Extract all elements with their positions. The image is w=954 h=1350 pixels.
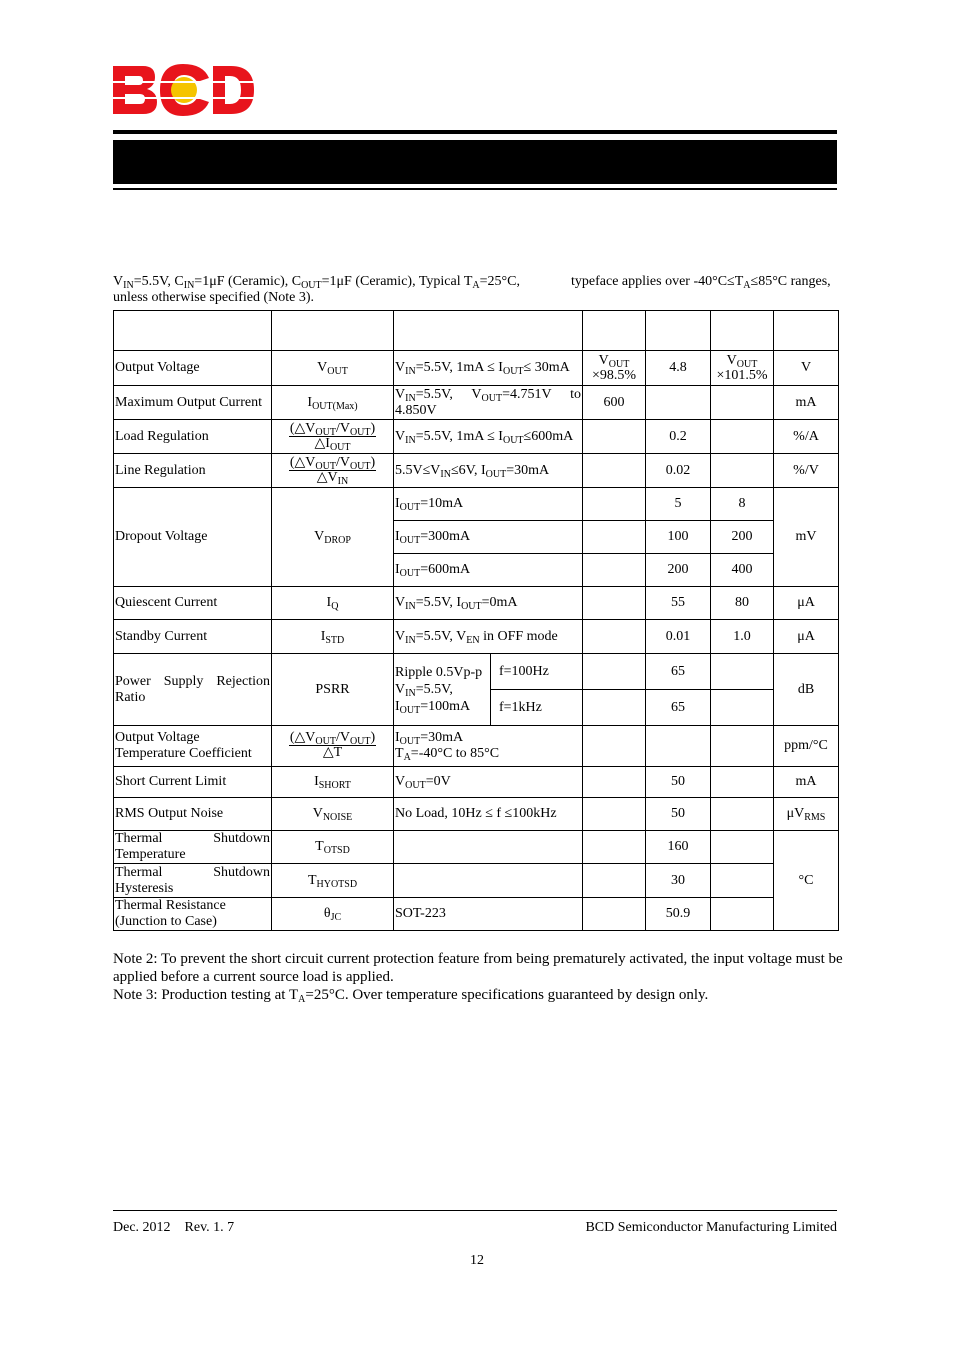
table-cell: 65	[646, 654, 711, 690]
table-cell: $5.5V\le V_{IN}\le 6V$, $I_{OUT}=30mA$	[394, 454, 583, 488]
table-cell: 5	[646, 488, 711, 521]
table-cell: $I_{STD}$	[272, 620, 394, 654]
table-cell: 600	[583, 386, 646, 420]
table-cell: $I_{OUT}=30mA$ $T_A=-40^\circ C$ to 85°C	[394, 726, 583, 767]
table-cell	[711, 864, 774, 898]
table-cell	[583, 767, 646, 798]
table-cell: μA	[774, 587, 839, 620]
table-header-row	[114, 311, 839, 351]
table-cell	[583, 898, 646, 931]
table-cell	[583, 311, 646, 351]
table-cell: 55	[646, 587, 711, 620]
table-cell	[711, 311, 774, 351]
table-cell	[774, 311, 839, 351]
table-cell: $V_{DROP}$	[272, 488, 394, 587]
table-cell	[711, 386, 774, 420]
table-cell	[646, 311, 711, 351]
table-cell: $V_{IN}=5.5V$, $V_{EN}$ in OFF mode	[394, 620, 583, 654]
table-cell	[583, 587, 646, 620]
table-cell: Short Current Limit	[114, 767, 272, 798]
header-rule-bottom	[113, 188, 837, 190]
table-cell	[711, 420, 774, 454]
table-cell: 0.2	[646, 420, 711, 454]
table-cell	[711, 798, 774, 831]
table-cell	[711, 690, 774, 726]
table-cell	[394, 864, 583, 898]
table-cell: $I_{OUT(Max)}$	[272, 386, 394, 420]
table-cell: Dropout Voltage	[114, 488, 272, 587]
table-cell: Power Supply Rejection Ratio	[114, 654, 272, 726]
table-cell: °C	[774, 831, 839, 931]
table-cell: Thermal Resistance (Junction to Case)	[114, 898, 272, 931]
footer-rule	[113, 1210, 837, 1211]
table-cell: 50.9	[646, 898, 711, 931]
table-cell: $V_{IN}=5.5V$, $V_{OUT}=4.751V$ to 4.850V	[395, 386, 581, 418]
table-cell: $V_{OUT}$ ×101.5%	[711, 351, 774, 386]
table-cell: $\frac{(\triangle V_{OUT}/V_{OUT})}{\triangle T}$	[272, 726, 394, 767]
table-cell: No Load, 10Hz ≤ f ≤100kHz	[394, 798, 583, 831]
table-row	[114, 454, 839, 488]
table-cell: 50	[646, 798, 711, 831]
table-cell: %/A	[774, 420, 839, 454]
table-cell: mA	[774, 767, 839, 798]
table-row	[114, 587, 839, 620]
table-cell	[583, 831, 646, 864]
table-cell	[583, 521, 646, 554]
footer-company: BCD Semiconductor Manufacturing Limited	[585, 1220, 837, 1235]
table-cell: RMS Output Noise	[114, 798, 272, 831]
bcd-logo	[113, 64, 255, 116]
table-cell: mA	[774, 386, 839, 420]
note-2: Note 2: To prevent the short circuit current protection feature from being prematurely activated, the input voltage must be applied before a current source load is applied.	[113, 951, 843, 985]
table-cell: Output Voltage Temperature Coefficient	[114, 726, 272, 767]
table-cell: $V_{IN}=5.5V$, $I_{OUT}=0mA$	[394, 587, 583, 620]
table-cell: Output Voltage	[114, 351, 272, 386]
table-cell: Ripple 0.5Vp-p $V_{IN}=5.5V$, $I_{OUT}=100mA$	[394, 654, 491, 726]
table-cell	[646, 386, 711, 420]
table-cell: $\frac{(\triangle V_{OUT}/V_{OUT})}{\triangle V_{IN}}$	[272, 454, 394, 488]
table-cell: 100	[646, 521, 711, 554]
table-cell: 30	[646, 864, 711, 898]
table-cell: mV	[774, 488, 839, 587]
table-cell: Maximum Output Current	[114, 386, 272, 420]
table-cell: $V_{IN}=5.5V$, $1mA \le I_{OUT}\le 30mA$	[394, 351, 583, 386]
page-number: 12	[470, 1253, 484, 1268]
table-cell: PSRR	[272, 654, 394, 726]
table-cell	[583, 654, 646, 690]
table-cell	[711, 898, 774, 931]
table-cell	[711, 767, 774, 798]
table-cell: Quiescent Current	[114, 587, 272, 620]
footer-date-revision: Dec. 2012 Rev. 1. 7	[113, 1220, 235, 1235]
table-cell: 1.0	[711, 620, 774, 654]
table-cell	[583, 798, 646, 831]
table-cell	[583, 620, 646, 654]
table-cell	[646, 726, 711, 767]
table-cell: 400	[711, 554, 774, 587]
table-cell: Thermal Shutdown Hysteresis	[115, 864, 270, 896]
table-cell	[711, 654, 774, 690]
table-cell: V	[774, 351, 839, 386]
table-cell: $I_{SHORT}$	[272, 767, 394, 798]
table-cell: f=1kHz	[491, 690, 583, 726]
table-cell: $V_{OUT}$	[272, 351, 394, 386]
table-cell: $V_{OUT}=0V$	[394, 767, 583, 798]
table-cell	[583, 454, 646, 488]
table-row	[114, 420, 839, 454]
table-cell: $I_{OUT}=10mA$	[394, 488, 583, 521]
table-cell: $I_Q$	[272, 587, 394, 620]
table-cell: 0.01	[646, 620, 711, 654]
table-cell	[711, 831, 774, 864]
title-bar	[113, 140, 837, 184]
table-cell	[583, 488, 646, 521]
table-cell: 200	[646, 554, 711, 587]
table-cell	[711, 454, 774, 488]
table-row	[114, 620, 839, 654]
table-cell: $I_{OUT}=300mA$	[394, 521, 583, 554]
table-cell: 65	[646, 690, 711, 726]
table-cell	[272, 311, 394, 351]
table-cell: 80	[711, 587, 774, 620]
table-cell	[114, 311, 272, 351]
table-cell: ppm/°C	[774, 726, 839, 767]
table-cell: 160	[646, 831, 711, 864]
table-cell	[711, 726, 774, 767]
table-cell	[394, 831, 583, 864]
table-cell: %/V	[774, 454, 839, 488]
table-cell: $\mu V_{RMS}$	[774, 798, 839, 831]
table-cell: $V_{OUT}$ ×98.5%	[583, 351, 646, 386]
table-cell	[583, 864, 646, 898]
table-cell: Standby Current	[114, 620, 272, 654]
electrical-characteristics-table	[113, 310, 839, 931]
table-row	[114, 831, 839, 864]
table-cell: Load Regulation	[114, 420, 272, 454]
table-cell: $V_{IN}=5.5V$, $1mA \le I_{OUT}\le 600mA$	[394, 420, 583, 454]
table-cell	[583, 726, 646, 767]
table-row	[114, 726, 839, 767]
table-cell	[394, 311, 583, 351]
table-cell: Thermal Shutdown Temperature	[115, 831, 270, 862]
table-cell	[583, 554, 646, 587]
table-row	[114, 898, 839, 931]
table-row	[114, 654, 839, 690]
table-row	[114, 386, 839, 420]
table-cell: $T_{HYOTSD}$	[272, 864, 394, 898]
table-cell	[583, 690, 646, 726]
table-cell: f=100Hz	[491, 654, 583, 690]
table-cell: $\theta_{JC}$	[272, 898, 394, 931]
table-row	[114, 351, 839, 386]
note-3: Note 3: Production testing at $T_A=25^\circ C$. Over temperature specifications guaranteed by design only.	[113, 987, 709, 1005]
table-row	[114, 488, 839, 521]
test-conditions: $V_{IN}=5.5V$, $C_{IN}=1\mu F$ (Ceramic), $C_{OUT}=1\mu F$ (Ceramic), Typical $T_A=25^\circ C$, typeface applies over $-40^\circ C\le T_A\le 85^\circ C$ ranges, unless otherwise specified (Note 3).	[113, 274, 831, 305]
table-cell: $\frac{(\triangle V_{OUT}/V_{OUT})}{\triangle I_{OUT}}$	[272, 420, 394, 454]
table-cell: $I_{OUT}=600mA$	[394, 554, 583, 587]
table-cell: Line Regulation	[114, 454, 272, 488]
table-cell: SOT-223	[394, 898, 583, 931]
table-cell: $V_{NOISE}$	[272, 798, 394, 831]
table-cell: 200	[711, 521, 774, 554]
table-row	[114, 798, 839, 831]
table-cell: dB	[774, 654, 839, 726]
table-cell: 4.8	[646, 351, 711, 386]
table-cell: 8	[711, 488, 774, 521]
header-rule-top	[113, 130, 837, 134]
notes	[113, 950, 843, 1004]
table-cell: μA	[774, 620, 839, 654]
table-row	[114, 767, 839, 798]
table-row	[114, 864, 839, 898]
table-cell: 0.02	[646, 454, 711, 488]
table-cell: 50	[646, 767, 711, 798]
table-cell: $T_{OTSD}$	[272, 831, 394, 864]
table-cell	[583, 420, 646, 454]
